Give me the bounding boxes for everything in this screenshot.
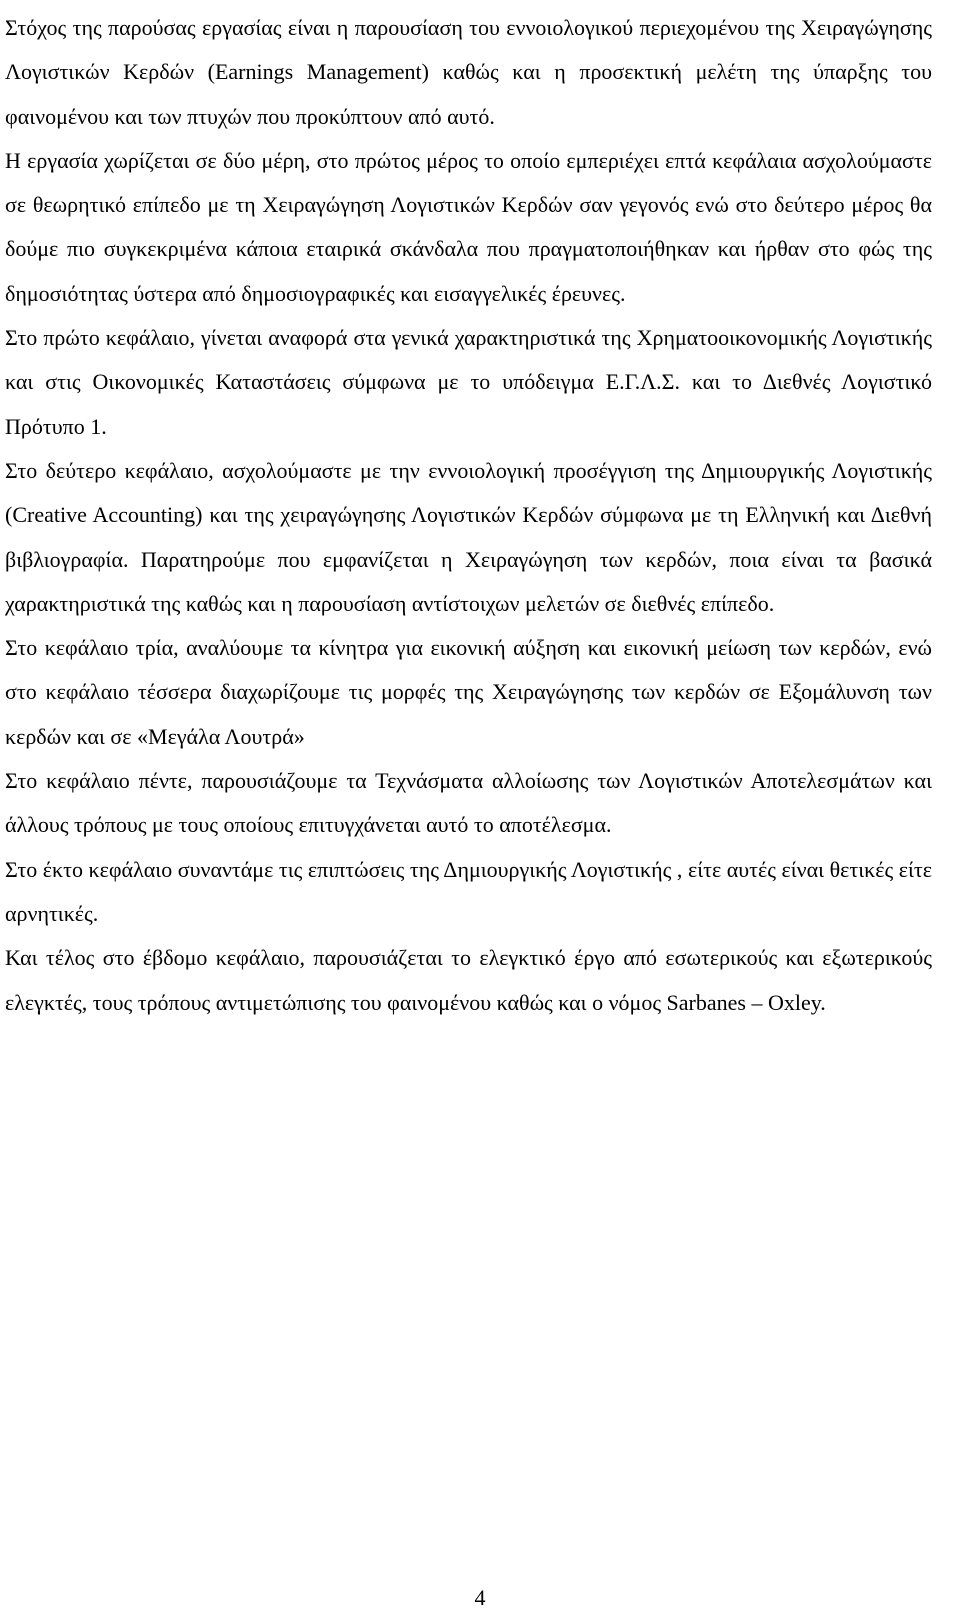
paragraph-structure: Η εργασία χωρίζεται σε δύο μέρη, στο πρώτος μέρος το οποίο εμπεριέχει επτά κεφάλαια ασχολούμαστε σε θεωρητικό επίπεδο με τη Χειραγώγηση Λογιστικών Κερδών σαν γεγονός ενώ στο δεύτερο μέρος θα δούμε πιο συγκεκριμένα κάποια εταιρικά σκάνδαλα που πραγματοποιήθηκαν και ήρθαν στο φώς της δημοσιότητας ύστερα από δημοσιογραφικές και εισαγγελικές έρευνες. [5,147,932,306]
paragraph-chapter-7: Και τέλος στο έβδομο κεφάλαιο, παρουσιάζεται το ελεγκτικό έργο από εσωτερικούς και εξωτερικούς ελεγκτές, τους τρόπους αντιμετώπισης του φαινομένου καθώς και ο νόμος Sarbanes – Oxley. [5,945,932,1015]
page-number: 4 [474,1585,486,1610]
paragraph-objective: Στόχος της παρούσας εργασίας είναι η παρουσίαση του εννοιολογικού περιεχομένου της Χειραγώγησης Λογιστικών Κερδών (Earnings Management) καθώς και η προσεκτική μελέτη της ύπαρξης του φαινομένου και των πτυχών που προκύπτουν από αυτό. [5,15,932,129]
paragraph-chapter-5: Στο κεφάλαιο πέντε, παρουσιάζουμε τα Τεχνάσματα αλλοίωσης των Λογιστικών Αποτελεσμάτων και άλλους τρόπους με τους οποίους επιτυγχάνεται αυτό το αποτέλεσμα. [5,768,932,838]
paragraph-chapter-2: Στο δεύτερο κεφάλαιο, ασχολούμαστε με την εννοιολογική προσέγγιση της Δημιουργικής Λογιστικής (Creative Accounting) και της χειραγώγησης Λογιστικών Κερδών σύμφωνα με τη Ελληνική και Διεθνή βιβλιογραφία. Παρατηρούμε που εμφανίζεται η Χειραγώγηση των κερδών, ποια είναι τα βασικά χαρακτηριστικά της καθώς και η παρουσίαση αντίστοιχων μελετών σε διεθνές επίπεδο. [5,457,932,616]
paragraph-chapter-1: Στο πρώτο κεφάλαιο, γίνεται αναφορά στα γενικά χαρακτηριστικά της Χρηματοοικονομικής Λογιστικής και στις Οικονομικές Καταστάσεις σύμφωνα με το υπόδειγμα Ε.Γ.Λ.Σ. και το Διεθνές Λογιστικό Πρότυπο 1. [5,325,932,439]
document-page [5,6,932,1025]
paragraph-chapters-3-4: Στο κεφάλαιο τρία, αναλύουμε τα κίνητρα για εικονική αύξηση και εικονική μείωση των κερδών, ενώ στο κεφάλαιο τέσσερα διαχωρίζουμε τις μορφές της Χειραγώγησης των κερδών σε Εξομάλυνση των κερδών και σε «Μεγάλα Λουτρά» [5,635,932,749]
paragraph-chapter-6: Στο έκτο κεφάλαιο συναντάμε τις επιπτώσεις της Δημιουργικής Λογιστικής , είτε αυτές είναι θετικές είτε αρνητικές. [5,856,932,926]
